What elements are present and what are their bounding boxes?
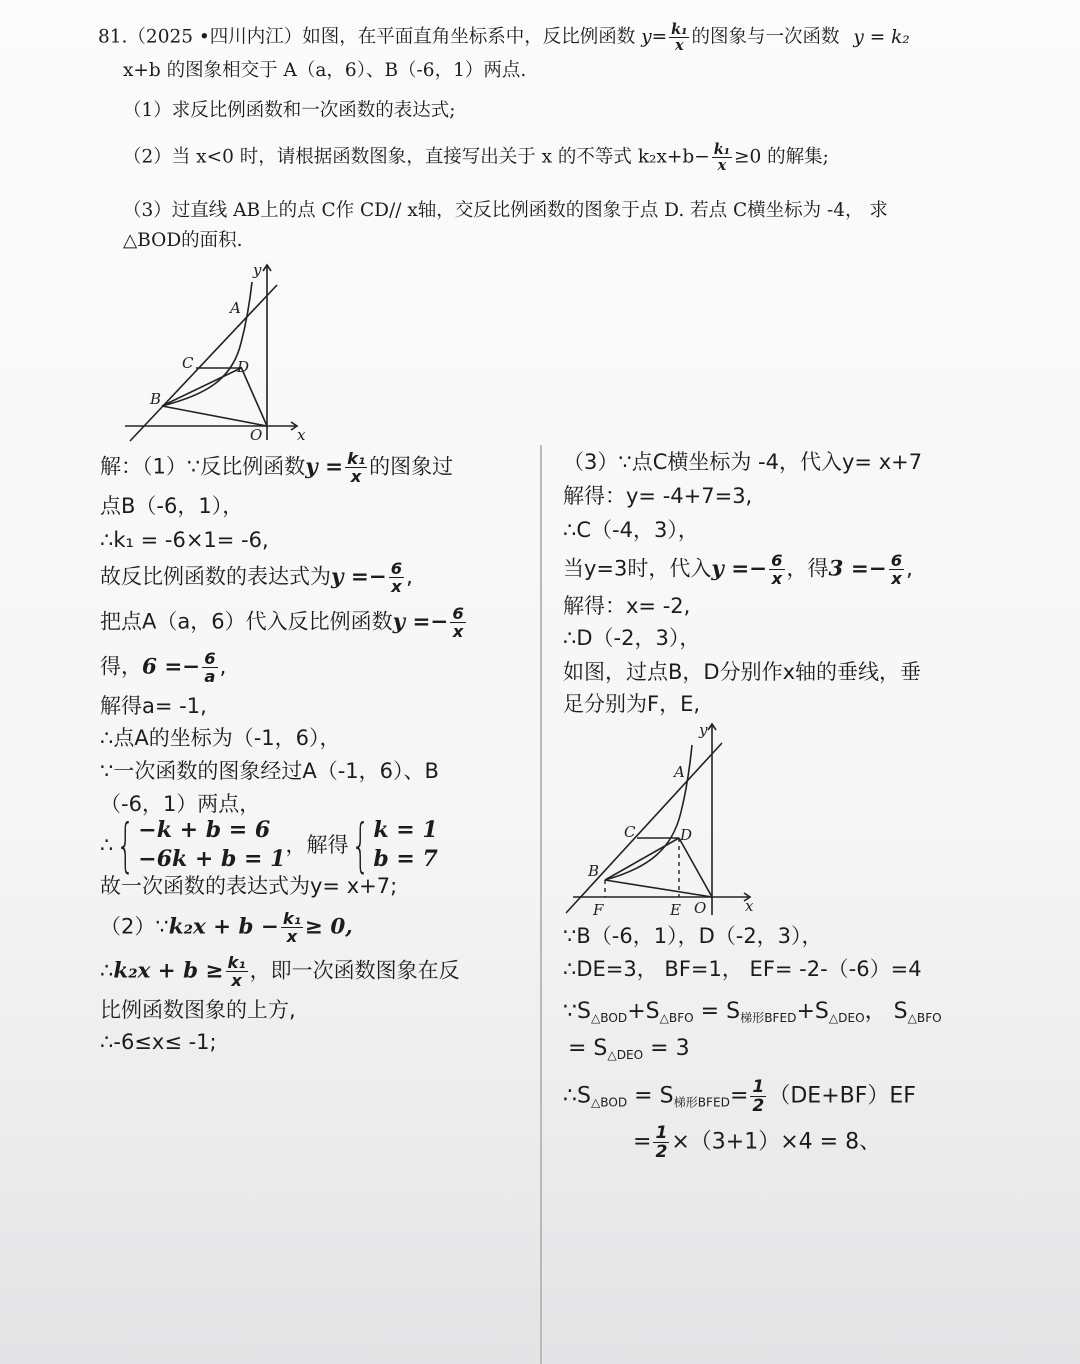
fig2-label-b: B <box>588 862 600 880</box>
left-line-1: 解：（1）∵反比例函数y = $\frac{\text{k₁}}{x}$ 的图象过 <box>100 449 454 487</box>
question-3-line-1: （3）过直线 AB上的点 C作 CD// x轴，交反比例函数的图象于点 D. 若点 C横坐标为 -4， 求 <box>123 200 888 221</box>
left-line-2: 点B（-6，1）， <box>100 494 244 518</box>
left-line-12: 故一次函数的表达式为y= x+7; <box>100 874 398 898</box>
left-line-6: 得，6 =− $\frac{6}{a}$ , <box>100 649 227 687</box>
right-line-3: ∴C（-4，3）， <box>563 518 699 542</box>
right-line-14: = $\frac{1}{2}$ ×（3+1）×4 = 8、 <box>633 1123 882 1162</box>
right-line-8: 足分别为F，E, <box>563 692 701 716</box>
question-3-line-2: △BOD的面积. <box>123 230 243 251</box>
fig1-label-y: y <box>253 261 262 279</box>
right-line-6: ∴D（-2，3）， <box>563 626 701 650</box>
fraction-k1-x: $\frac{\text{k₁}}{x}$ <box>671 21 688 55</box>
fig2-label-c: C <box>624 823 636 841</box>
math-y: y= <box>641 26 668 48</box>
right-line-9: ∵B（-6，1），D（-2，3）， <box>563 924 823 948</box>
left-line-7: 解得a= -1, <box>100 694 207 718</box>
left-brace: { <box>116 811 136 879</box>
right-line-2: 解得：y= -4+7=3, <box>563 484 753 508</box>
left-line-15: 比例函数图象的上方, <box>100 998 296 1022</box>
segment-bo <box>605 880 712 897</box>
left-line-16: ∴-6≤x≤ -1; <box>100 1030 217 1054</box>
left-line-9: ∵一次函数的图象经过A（-1，6）、B <box>100 759 439 783</box>
right-line-7: 如图，过点B，D分别作x轴的垂线，垂 <box>563 660 922 684</box>
fig1-label-d: D <box>237 358 250 376</box>
fig2-label-y: y <box>699 721 708 739</box>
fig2-label-d: D <box>680 826 693 844</box>
fig2-label-f: F <box>593 901 604 919</box>
left-line-11-systems: ∴{ −k + b = 6 −6k + b = 1 ，解得{ k = 1 b = 7 <box>100 811 438 879</box>
fig2-label-e: E <box>670 901 681 919</box>
fig1-label-o: O <box>250 426 263 444</box>
fig1-label-c: C <box>182 354 194 372</box>
left-line-8: ∴点A的坐标为（-1，6）， <box>100 726 341 750</box>
left-line-5: 把点A（a，6）代入反比例函数y =− $\frac{6}{x}$ <box>100 604 464 642</box>
problem-line-2: x+b 的图象相交于 A（a，6）、B（-6，1）两点. <box>123 60 527 81</box>
left-brace: { <box>351 811 371 879</box>
left-line-14: ∴k₂x + b ≥ $\frac{\text{k₁}}{x}$ ，即一次函数图象在反 <box>100 953 460 991</box>
fraction-k1-x: $\frac{\text{k₁}}{x}$ <box>713 141 731 175</box>
problem-line-1: 81.（2025 •四川内江）如图，在平面直角坐标系中，反比例函数 y= $\frac{\text{k₁}}{x}$ 的图象与一次函数 y = k₂ <box>98 21 910 55</box>
left-line-10: （-6，1）两点， <box>100 792 261 816</box>
question-2: （2）当 x<0 时，请根据函数图象，直接写出关于 x 的不等式 k₂x+b− $\frac{\text{k₁}}{x}$ ≥0 的解集; <box>123 141 829 175</box>
segment-do <box>679 838 712 897</box>
question-1: （1）求反比例函数和一次函数的表达式; <box>123 100 456 121</box>
line-ab <box>566 743 722 913</box>
fig1-label-b: B <box>150 390 162 408</box>
equation-system-1: −k + b = 6 −6k + b = 1 <box>138 817 286 872</box>
right-line-13: $\therefore S_{\triangle BOD} = S_{梯形BFED}=$ $\frac{1}{2}$ （DE+BF）EF <box>563 1077 916 1116</box>
left-line-13: （2）∵k₂x + b − $\frac{\text{k₁}}{x}$ ≥ 0, <box>100 909 353 947</box>
left-line-4: 故反比例函数的表达式为y =− $\frac{6}{x}$ , <box>100 559 413 597</box>
right-line-10: ∴DE=3， BF=1， EF= -2-（-6）=4 <box>563 957 922 981</box>
left-line-3: ∴k₁ = -6×1= -6, <box>100 528 269 552</box>
right-line-11: $\because S_{\triangle BOD}+S_{\triangle BFO} = S_{梯形BFED}+S_{\triangle DEO}$， $S_{\triangle BFO}$ <box>563 999 942 1026</box>
right-line-1: （3）∵点C横坐标为 -4，代入y= x+7 <box>563 450 923 474</box>
fig2-label-x: x <box>745 897 754 915</box>
fig2-label-a: A <box>674 763 685 781</box>
right-line-12: = $S_{\triangle DEO} = 3$ <box>568 1036 690 1063</box>
fig1-label-x: x <box>297 426 306 444</box>
right-line-5: 解得：x= -2, <box>563 594 691 618</box>
right-line-4: 当y=3时，代入y =− $\frac{6}{x}$ ，得3 =− $\frac{6}{x}$ , <box>563 551 913 589</box>
equation-system-2: k = 1 b = 7 <box>373 817 438 872</box>
fig1-label-a: A <box>230 299 241 317</box>
fig2-label-o: O <box>694 899 707 917</box>
